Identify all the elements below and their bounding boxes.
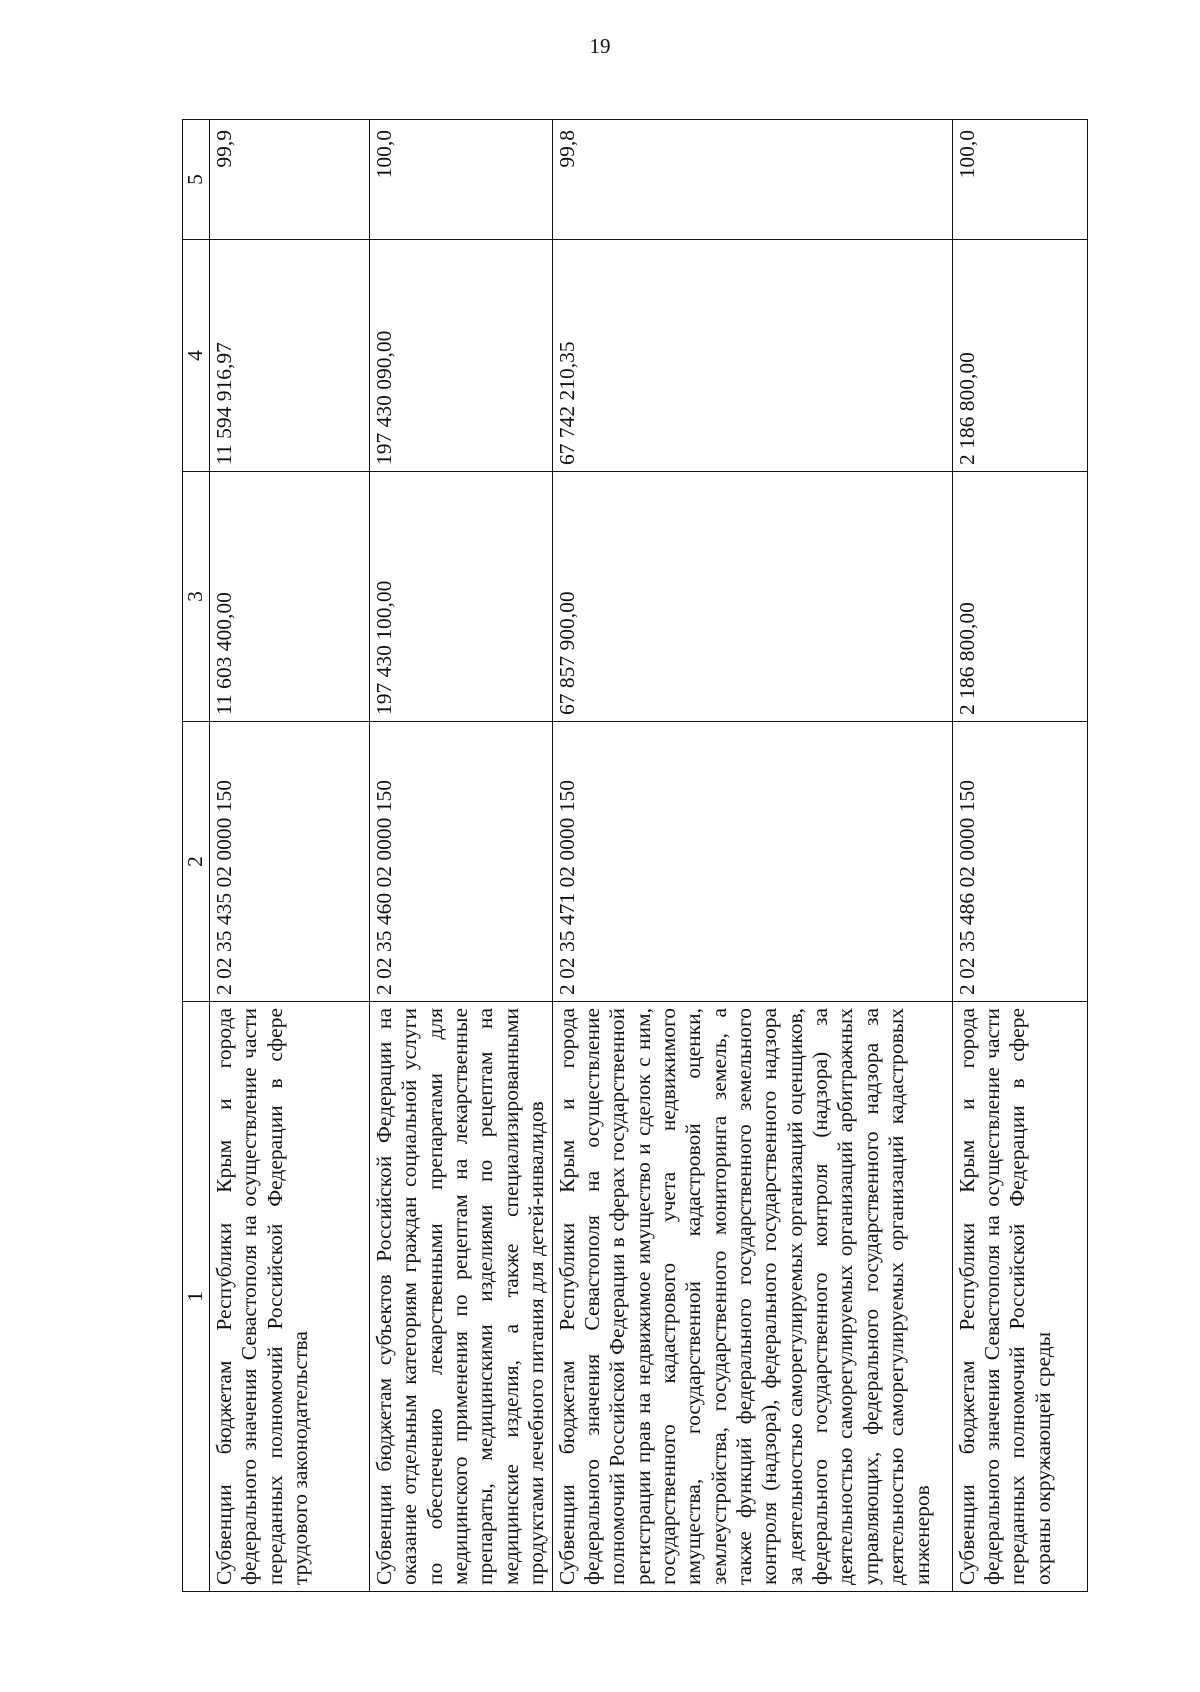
- row-description: Субвенции бюджетам субъектов Российской Федерации на оказание отдельным категориям граждан социальной услуги по обеспечению лекарственными препаратами для медицинского применения по рецептам на лекарственные препараты, медицинскими изделиями по рецептам на медицинские изделия, а также специализированными продуктами лечебного питания для детей-инвалидов: [370, 1002, 553, 1592]
- row-planned-amount: 67 857 900,00: [552, 472, 952, 722]
- table-row: [552, 120, 952, 1592]
- row-percent: 99,9: [210, 120, 370, 240]
- row-actual-amount: 11 594 916,97: [210, 240, 370, 472]
- table-row: [370, 120, 553, 1592]
- row-code: 2 02 35 435 02 0000 150: [210, 722, 370, 1002]
- row-description: Субвенции бюджетам Республики Крым и города федерального значения Севастополя на осуществление полномочий Российской Федерации в сферах государственной регистрации прав на недвижимое имущество и сделок с ним, государственного кадастрового учета недвижимого имущества, государственной кадастровой оценки, землеустройства, государственного мониторинга земель, а также функций федерального государственного земельного контроля (надзора), федерального государственного надзора за деятельностью саморегулируемых организаций оценщиков, федерального государственного контроля (надзора) за деятельностью саморегулируемых организаций арбитражных управляющих, федерального государственного надзора за деятельностью саморегулируемых организаций кадастровых инженеров: [552, 1002, 952, 1592]
- row-code: 2 02 35 460 02 0000 150: [370, 722, 553, 1002]
- rotated-table-frame: [182, 120, 1088, 1592]
- row-percent: 99,8: [552, 120, 952, 240]
- row-actual-amount: 67 742 210,35: [552, 240, 952, 472]
- header-row: [183, 120, 210, 1592]
- row-planned-amount: 2 186 800,00: [952, 472, 1087, 722]
- table-row: [952, 120, 1087, 1592]
- row-actual-amount: 2 186 800,00: [952, 240, 1087, 472]
- row-description: Субвенции бюджетам Республики Крым и города федерального значения Севастополя на осуществление части переданных полномочий Российской Федерации в сфере охраны окружающей среды: [952, 1002, 1087, 1592]
- column-header-3: 3: [183, 472, 210, 722]
- table-container: [182, 120, 1088, 1592]
- row-planned-amount: 11 603 400,00: [210, 472, 370, 722]
- table-row: [210, 120, 370, 1592]
- row-description: Субвенции бюджетам Республики Крым и города федерального значения Севастополя на осуществление части переданных полномочий Российской Федерации в сфере трудового законодательства: [210, 1002, 370, 1592]
- page-number: 19: [589, 34, 611, 58]
- row-percent: 100,0: [370, 120, 553, 240]
- column-header-1: 1: [183, 1002, 210, 1592]
- column-header-5: 5: [183, 120, 210, 240]
- subventions-table: [182, 119, 1088, 1592]
- row-code: 2 02 35 486 02 0000 150: [952, 722, 1087, 1002]
- row-planned-amount: 197 430 100,00: [370, 472, 553, 722]
- row-percent: 100,0: [952, 120, 1087, 240]
- row-actual-amount: 197 430 090,00: [370, 240, 553, 472]
- column-header-4: 4: [183, 240, 210, 472]
- row-code: 2 02 35 471 02 0000 150: [552, 722, 952, 1002]
- column-header-2: 2: [183, 722, 210, 1002]
